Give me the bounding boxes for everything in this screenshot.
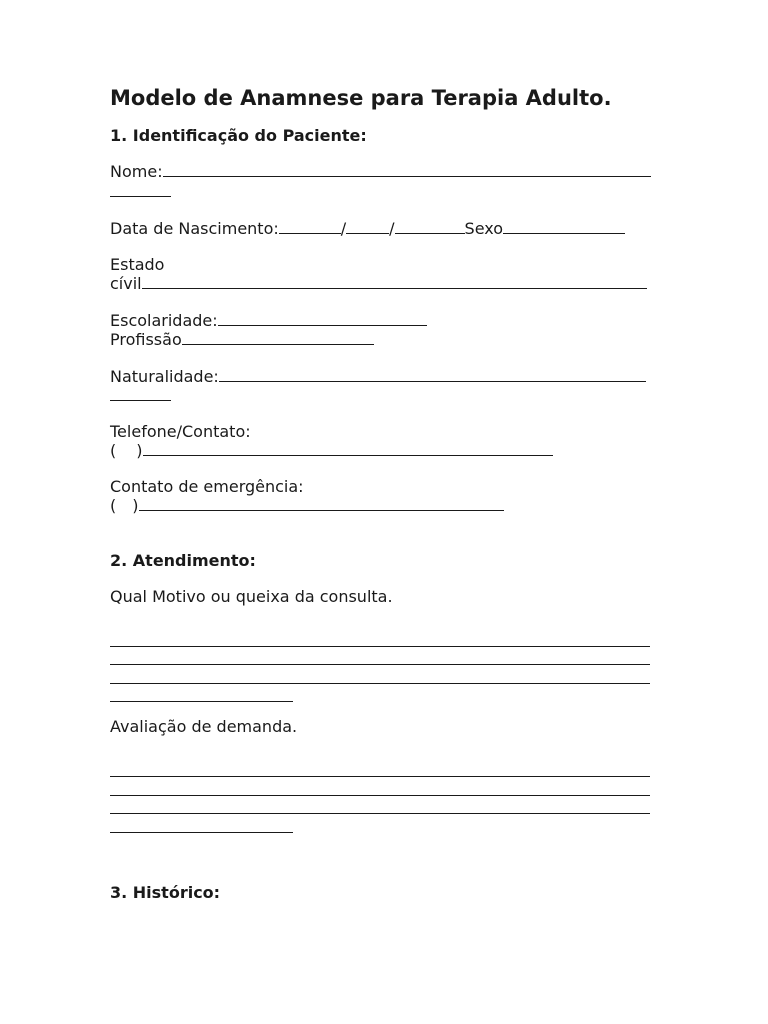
blank-naturalidade-continued[interactable] [110,386,171,401]
paren-open: ( [110,441,117,460]
label-contato-emergencia: Contato de emergência: [110,476,304,496]
answer-line[interactable] [110,796,650,815]
field-telefone[interactable] [110,423,670,461]
label-escolaridade: Escolaridade: [110,310,218,330]
label-profissao: Profissão [110,330,182,349]
label-telefone: Telefone/Contato: [110,421,251,441]
answer-line[interactable] [110,665,650,684]
field-data-nascimento[interactable] [110,219,670,239]
label-estado-civil-line2: cívil [110,274,142,293]
label-nome: Nome: [110,162,163,181]
answer-line[interactable] [110,647,650,666]
blank-nome[interactable] [163,162,651,177]
field-estado-civil[interactable] [110,256,670,294]
question-motivo: Qual Motivo ou queixa da consulta. [110,586,393,606]
date-separator: / [340,219,347,238]
question-avaliacao: Avaliação de demanda. [110,717,298,736]
answer-motivo-lines[interactable] [110,628,670,702]
section-atendimento-heading: 2. Atendimento: [110,550,256,570]
blank-profissao[interactable] [182,330,374,345]
label-sexo: Sexo [464,219,504,238]
label-data-nascimento: Data de Nascimento: [110,219,279,238]
blank-contato-emergencia[interactable] [139,496,504,511]
label-naturalidade: Naturalidade: [110,366,219,386]
answer-line[interactable] [110,684,293,703]
field-nome[interactable] [110,162,670,201]
blank-estado-civil[interactable] [142,274,647,289]
blank-naturalidade[interactable] [219,367,646,382]
label-estado-civil-line1: Estado [110,254,165,274]
blank-nome-continued[interactable] [110,182,171,197]
document-page [110,84,670,903]
section-historico-heading: 3. Histórico: [110,882,221,902]
answer-avaliacao-lines[interactable] [110,759,670,833]
paren-close: ) [136,441,143,460]
blank-escolaridade[interactable] [218,311,427,326]
answer-line[interactable] [110,628,650,647]
blank-sexo[interactable] [503,219,625,234]
blank-ano[interactable] [395,219,465,234]
date-separator: / [389,219,395,238]
paren-open: ( [110,496,117,515]
field-contato-emergencia[interactable] [110,478,670,516]
document-title: Modelo de Anamnese para Terapia Adulto. [110,86,612,110]
answer-line[interactable] [110,777,650,796]
answer-line[interactable] [110,759,650,778]
blank-dia[interactable] [279,219,341,234]
section-identificacao-heading: 1. Identificação do Paciente: [110,126,367,145]
field-escolaridade-profissao[interactable] [110,311,670,350]
blank-mes[interactable] [346,219,389,234]
answer-line[interactable] [110,814,293,833]
paren-close: ) [132,496,139,515]
blank-telefone[interactable] [143,441,553,456]
field-naturalidade[interactable] [110,367,670,406]
